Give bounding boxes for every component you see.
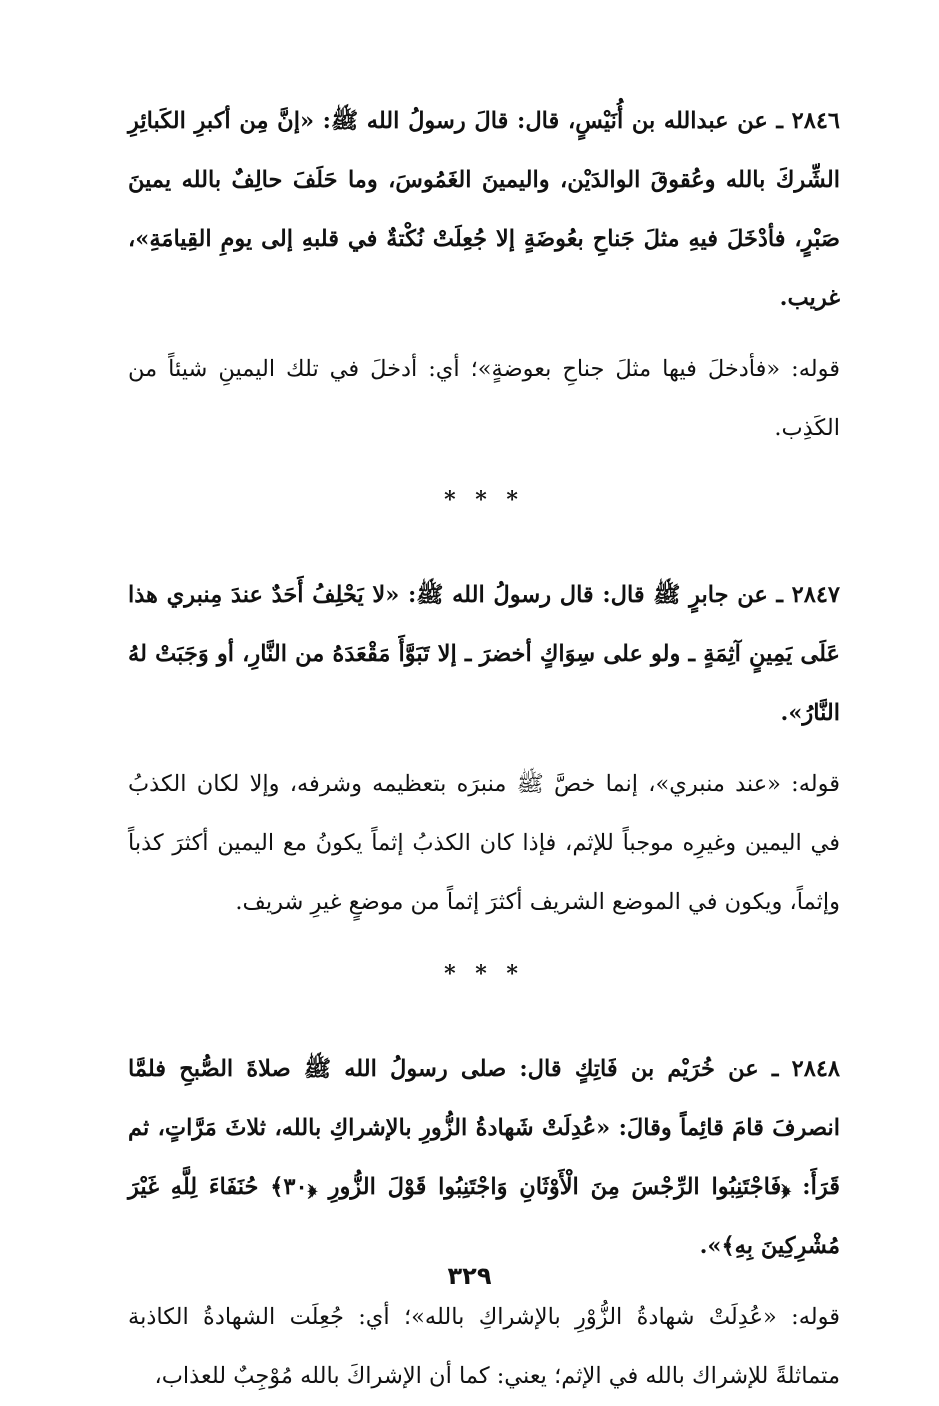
hadith-2846: ٢٨٤٦ ـ عن عبدالله بن أُنَيْسٍ، قال: قالَ رسولُ الله ﷺ: «إنَّ مِن أكبرِ الكَبائِرِ الشِّركَ بالله وعُقوقَ الوالدَيْن، واليمينَ الغَمُوسَ، وما حَلَفَ حالِفٌ بالله يمينَ صَبْرٍ، فأدْخَلَ فيهِ مثلَ جَناحِ بعُوضَةٍ إلا جُعِلَتْ نُكْتةٌ في قلبهِ إلى يومِ القِيامَةِ»، غريب. xyxy=(128,108,840,311)
section-divider: * * * xyxy=(444,961,524,987)
hadith-2847: ٢٨٤٧ ـ عن جابرٍ ﷺ قال: قال رسولُ الله ﷺ: «لا يَحْلِفُ أَحَدٌ عندَ مِنبري هذا عَلَى يَمِينٍ آثِمَةٍ ـ ولو على سِوَاكٍ أخضرَ ـ إلا تَبَوَّأَ مَقْعَدَهُ من النَّارِ، أو وَجَبَتْ لهُ النَّارُ». xyxy=(128,582,840,726)
page-number: ٣٢٩ xyxy=(447,1262,492,1290)
commentary-2847: قوله: «عند منبري»، إنما خصَّ ﷺ منبرَه بتعظيمه وشرفه، وإلا لكان الكذبُ في اليمين وغيرِه موجباً للإثم، فإذا كان الكذبُ إثماً يكونُ مع اليمين أكثرَ كذباً وإثماً، ويكون في الموضع الشريف أكثرَ إثماً من موضعٍ غيرِ شريف. xyxy=(128,771,840,915)
page-body xyxy=(128,92,840,1406)
section-divider: * * * xyxy=(444,487,524,513)
hadith-2848: ٢٨٤٨ ـ عن خُرَيْم بن فَاتِكٍ قال: صلى رسولُ الله ﷺ صلاةَ الصُّبحِ فلمَّا انصرفَ قامَ قائِماً وقالَ: «عُدِلَتْ شَهادةُ الزُّورِ بالإشراكِ بالله، ثلاثَ مَرَّاتٍ، ثم قَرَأَ: ﴿فَاجْتَنِبُوا الرِّجْسَ مِنَ الْأَوْثَانِ وَاجْتَنِبُوا قَوْلَ الزُّورِ ﴿٣٠﴾ حُنَفَاءَ لِلَّهِ غَيْرَ مُشْرِكِينَ بِهِ﴾». xyxy=(128,1056,840,1259)
commentary-2848: قوله: «عُدِلَتْ شهادةُ الزُّوْرِ بالإشراكِ بالله»؛ أي: جُعِلَت الشهادةُ الكاذبة متماثلةً للإشراك بالله في الإثم؛ يعني: كما أن الإشراكَ بالله مُوْجِبٌ للعذاب، xyxy=(128,1304,840,1389)
commentary-2846: قوله: «فأدخلَ فيها مثلَ جناحِ بعوضةٍ»؛ أي: أدخلَ في تلك اليمينِ شيئاً من الكَذِب. xyxy=(128,356,840,441)
